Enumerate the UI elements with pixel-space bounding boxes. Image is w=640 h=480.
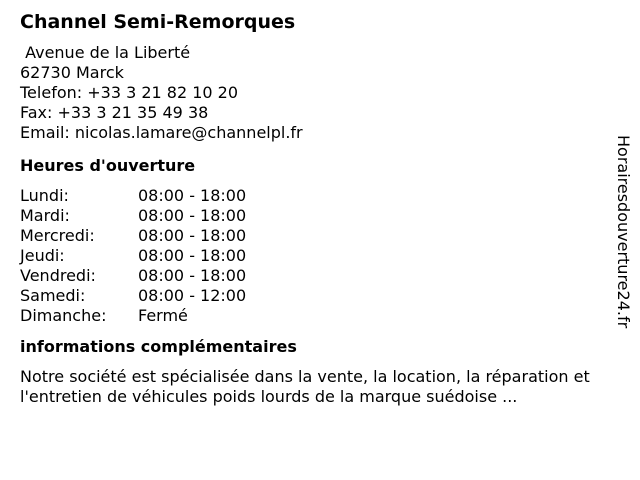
street-address: Avenue de la Liberté [20,43,191,62]
hours-row-thursday [20,246,610,266]
day-label: Jeudi: [20,246,65,265]
day-label: Vendredi: [20,266,96,285]
day-label: Samedi: [20,286,86,305]
opening-hours-table [20,186,610,326]
business-description: Notre société est spécialisée dans la vente, la location, la réparation et l'entretien de véhicules poids lourds de la marque suédoise ... [20,367,590,406]
city-address: 62730 Marck [20,63,124,82]
hours-row-wednesday [20,226,610,246]
phone-number: Telefon: +33 3 21 82 10 20 [20,83,239,102]
time-range: 08:00 - 12:00 [138,286,247,305]
site-watermark: Horairesdouverture24.fr [614,135,633,329]
hours-row-friday [20,266,610,286]
time-range: 08:00 - 18:00 [138,266,247,285]
time-range: 08:00 - 18:00 [138,186,247,205]
day-label: Dimanche: [20,306,107,325]
time-range: 08:00 - 18:00 [138,226,247,245]
opening-hours-title: Heures d'ouverture [20,156,196,175]
time-range: Fermé [138,306,188,325]
fax-number: Fax: +33 3 21 35 49 38 [20,103,209,122]
address-block [20,43,610,143]
hours-row-tuesday [20,206,610,226]
business-name: Channel Semi-Remorques [20,11,296,33]
day-label: Lundi: [20,186,69,205]
hours-row-sunday [20,306,610,326]
day-label: Mercredi: [20,226,95,245]
time-range: 08:00 - 18:00 [138,246,247,265]
business-card [20,10,610,407]
time-range: 08:00 - 18:00 [138,206,247,225]
additional-info-title: informations complémentaires [20,337,297,356]
hours-row-monday [20,186,610,206]
hours-row-saturday [20,286,610,306]
email-address: Email: nicolas.lamare@channelpl.fr [20,123,303,142]
day-label: Mardi: [20,206,70,225]
